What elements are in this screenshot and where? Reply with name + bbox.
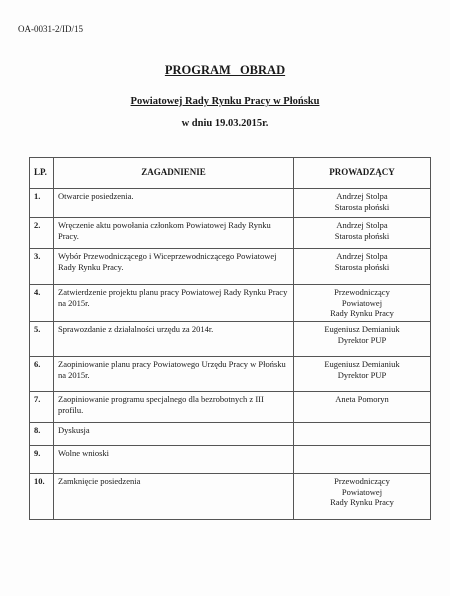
leader-line: Andrzej Stolpa [336,251,388,261]
leader-line: Dyrektor PUP [337,369,387,380]
row-topic: Zaopiniowanie programu specjalnego dla bezrobotnych z III profilu. [54,392,294,423]
row-number: 4. [30,285,54,322]
agenda-header-row [30,158,431,189]
meeting-date: w dniu 19.03.2015r. [181,118,269,129]
header-topic: ZAGADNIENIE [54,158,294,189]
document-subtitle: Powiatowej Rady Rynku Pracy w Płońsku [130,96,320,107]
agenda-row [30,392,431,423]
agenda-row [30,357,431,392]
leader-line: Rady Rynku Pracy [330,308,394,319]
row-leader [294,322,431,357]
leader-line: Starosta płoński [334,201,390,212]
agenda-row [30,446,431,474]
leader-line: Przewodniczący [334,476,390,486]
row-number: 2. [30,218,54,249]
row-topic: Wręczenie aktu powołania członkom Powiatowej Rady Rynku Pracy. [54,218,294,249]
row-leader [294,474,431,520]
leader-line: Eugeniusz Demianiuk [324,324,400,334]
row-leader [294,249,431,285]
row-leader [294,218,431,249]
row-number: 10. [30,474,54,520]
agenda-table [29,157,431,520]
agenda-row [30,218,431,249]
row-number: 8. [30,423,54,446]
row-leader [294,446,431,474]
leader-line: Andrzej Stolpa [336,220,388,230]
leader-line: Powiatowej [341,297,383,308]
agenda-row [30,474,431,520]
row-leader [294,357,431,392]
header-lp: LP. [30,158,54,189]
row-leader [294,392,431,423]
leader-line: Przewodniczący [334,287,390,297]
agenda-row [30,249,431,285]
row-topic: Sprawozdanie z działalności urzędu za 2014r. [54,322,294,357]
row-number: 3. [30,249,54,285]
leader-line: Starosta płoński [334,261,390,272]
row-number: 7. [30,392,54,423]
agenda-body [30,189,431,520]
agenda-row [30,189,431,218]
row-topic: Otwarcie posiedzenia. [54,189,294,218]
row-number: 6. [30,357,54,392]
header-leader: PROWADZĄCY [294,158,431,189]
agenda-row [30,285,431,322]
row-topic: Wybór Przewodniczącego i Wiceprzewodniczącego Powiatowej Rady Rynku Pracy. [54,249,294,285]
document-title: PROGRAM OBRAD [164,63,286,77]
leader-line: Starosta płoński [334,230,390,241]
leader-line: Eugeniusz Demianiuk [324,359,400,369]
agenda-row [30,423,431,446]
agenda-row [30,322,431,357]
row-topic: Zatwierdzenie projektu planu pracy Powiatowej Rady Rynku Pracy na 2015r. [54,285,294,322]
row-leader [294,189,431,218]
row-number: 1. [30,189,54,218]
leader-line: Rady Rynku Pracy [330,497,394,508]
row-leader [294,285,431,322]
leader-line: Dyrektor PUP [337,334,387,345]
leader-line: Andrzej Stolpa [336,191,388,201]
row-number: 9. [30,446,54,474]
row-topic: Dyskusja [54,423,294,446]
leader-line: Powiatowej [341,486,383,497]
document-reference: OA-0031-2/ID/15 [18,24,83,34]
row-leader [294,423,431,446]
leader-line: Aneta Pomoryn [335,394,389,404]
row-topic: Wolne wnioski [54,446,294,474]
row-number: 5. [30,322,54,357]
row-topic: Zamknięcie posiedzenia [54,474,294,520]
row-topic: Zaopiniowanie planu pracy Powiatowego Urzędu Pracy w Płońsku na 2015r. [54,357,294,392]
